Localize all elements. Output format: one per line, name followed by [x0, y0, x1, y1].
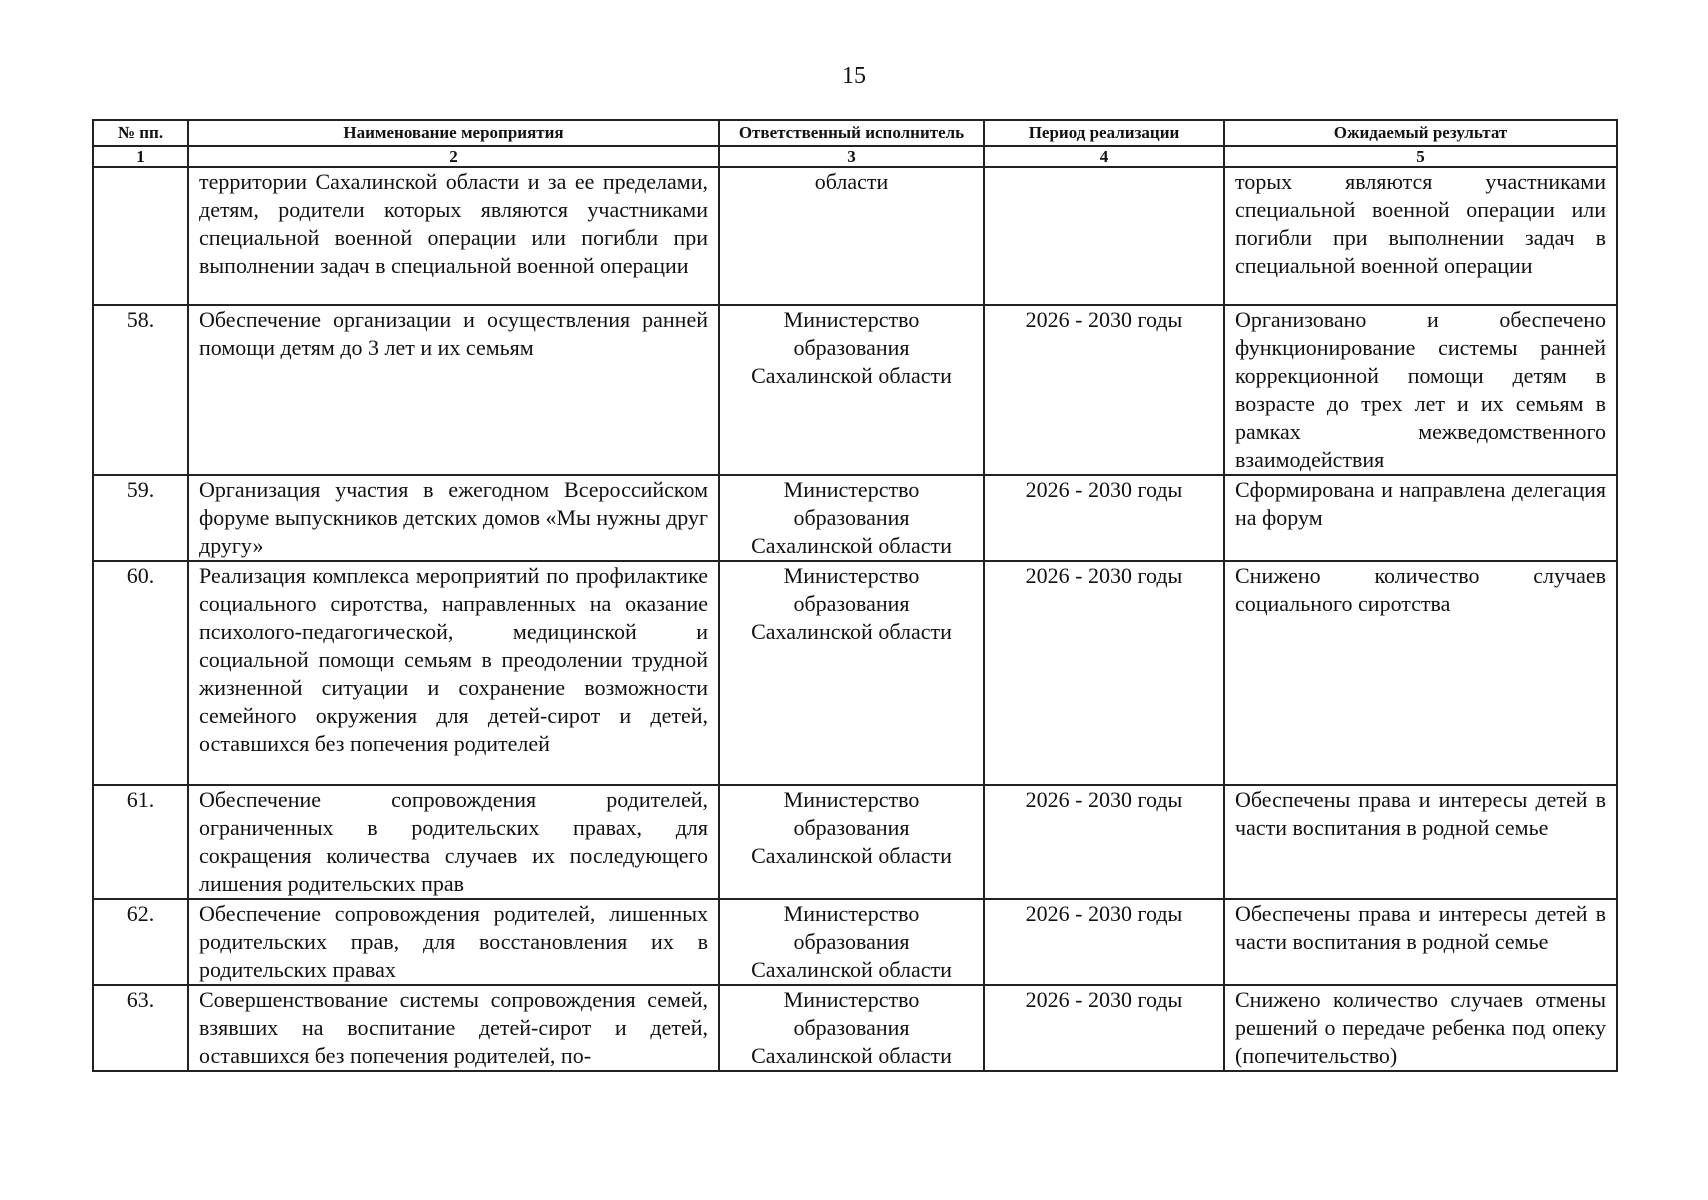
- column-number: 2: [188, 146, 719, 167]
- measure-name: Реализация комплекса мероприятий по профилактике социального сиротства, направленных на оказание психолого-педагогической, медицинской и социальной помощи семьям в преодолении трудной жизненной ситуации и сохранение возможности семейного окружения для детей-сирот и детей, оставшихся без попечения родителей: [188, 561, 719, 785]
- measure-name: Организация участия в ежегодном Всероссийском форуме выпускников детских домов «Мы нужны друг другу»: [188, 475, 719, 561]
- column-number: 1: [93, 146, 188, 167]
- table-row: [93, 899, 1617, 985]
- responsible-executor: Министерство образования Сахалинской области: [719, 561, 984, 785]
- implementation-period: 2026 - 2030 годы: [984, 561, 1224, 785]
- header-period: Период реализации: [984, 120, 1224, 146]
- row-number: 59.: [93, 475, 188, 561]
- responsible-executor: Министерство образования Сахалинской области: [719, 785, 984, 899]
- implementation-period: 2026 - 2030 годы: [984, 899, 1224, 985]
- header-result: Ожидаемый результат: [1224, 120, 1617, 146]
- table-header: [93, 120, 1617, 167]
- table-row: [93, 985, 1617, 1071]
- expected-result: Организовано и обеспечено функционирование системы ранней коррекционной помощи детям в возрасте до трех лет и их семьям в рамках межведомственного взаимодействия: [1224, 305, 1617, 475]
- expected-result: Снижено количество случаев социального сиротства: [1224, 561, 1617, 785]
- table-row: [93, 785, 1617, 899]
- table-row: [93, 305, 1617, 475]
- implementation-period: 2026 - 2030 годы: [984, 475, 1224, 561]
- column-number: 5: [1224, 146, 1617, 167]
- expected-result: Сформирована и направлена делегация на форум: [1224, 475, 1617, 561]
- header-row: [93, 120, 1617, 146]
- row-number: [93, 167, 188, 305]
- implementation-period: [984, 167, 1224, 305]
- responsible-executor: Министерство образования Сахалинской области: [719, 899, 984, 985]
- implementation-period: 2026 - 2030 годы: [984, 785, 1224, 899]
- table-body: [93, 167, 1617, 1071]
- expected-result: Обеспечены права и интересы детей в части воспитания в родной семье: [1224, 899, 1617, 985]
- responsible-executor: области: [719, 167, 984, 305]
- table-row: [93, 167, 1617, 305]
- responsible-executor: Министерство образования Сахалинской области: [719, 305, 984, 475]
- measure-name: Обеспечение сопровождения родителей, ограниченных в родительских правах, для сокращения количества случаев их последующего лишения родительских прав: [188, 785, 719, 899]
- measure-name: Совершенствование системы сопровождения семей, взявших на воспитание детей-сирот и детей, оставшихся без попечения родителей, по-: [188, 985, 719, 1071]
- row-number: 58.: [93, 305, 188, 475]
- header-num: № пп.: [93, 120, 188, 146]
- row-number: 61.: [93, 785, 188, 899]
- measure-name: Обеспечение сопровождения родителей, лишенных родительских прав, для восстановления их в родительских правах: [188, 899, 719, 985]
- column-number: 3: [719, 146, 984, 167]
- implementation-period: 2026 - 2030 годы: [984, 305, 1224, 475]
- expected-result: торых являются участниками специальной военной операции или погибли при выполнении задач в специальной военной операции: [1224, 167, 1617, 305]
- row-number: 62.: [93, 899, 188, 985]
- page-number: 15: [842, 63, 866, 89]
- table-row: [93, 561, 1617, 785]
- expected-result: Снижено количество случаев отмены решений о передаче ребенка под опеку (попечительство): [1224, 985, 1617, 1071]
- measure-name: Обеспечение организации и осуществления ранней помощи детям до 3 лет и их семьям: [188, 305, 719, 475]
- responsible-executor: Министерство образования Сахалинской области: [719, 475, 984, 561]
- row-number: 60.: [93, 561, 188, 785]
- expected-result: Обеспечены права и интересы детей в части воспитания в родной семье: [1224, 785, 1617, 899]
- measure-name: территории Сахалинской области и за ее пределами, детям, родители которых являются участниками специальной военной операции или погибли при выполнении задач в специальной военной операции: [188, 167, 719, 305]
- measures-table: [92, 119, 1618, 1072]
- row-number: 63.: [93, 985, 188, 1071]
- implementation-period: 2026 - 2030 годы: [984, 985, 1224, 1071]
- header-executor: Ответственный исполнитель: [719, 120, 984, 146]
- column-number-row: [93, 146, 1617, 167]
- responsible-executor: Министерство образования Сахалинской области: [719, 985, 984, 1071]
- header-name: Наименование мероприятия: [188, 120, 719, 146]
- table-row: [93, 475, 1617, 561]
- column-number: 4: [984, 146, 1224, 167]
